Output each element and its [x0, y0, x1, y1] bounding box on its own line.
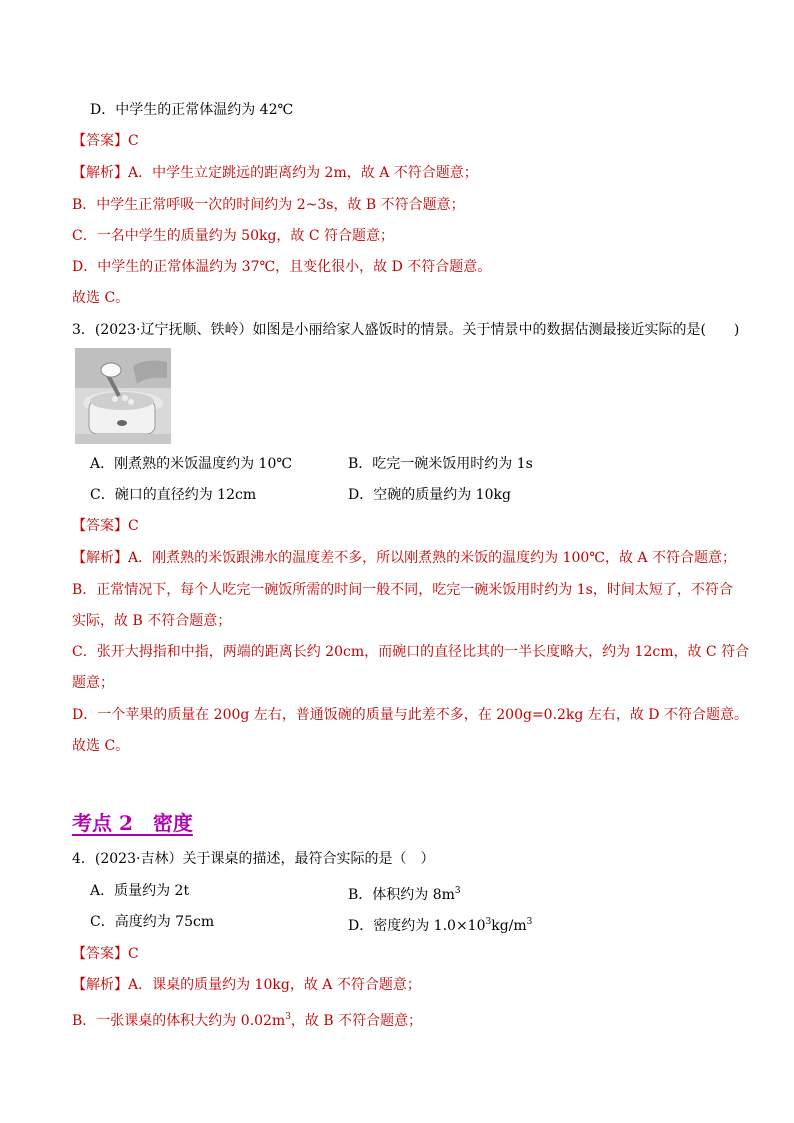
q3-analysis-line: 题意；	[72, 675, 114, 691]
q3-option-b: B．吃完一碗米饭用时约为 1s	[348, 456, 533, 472]
q3-analysis-line: B．正常情况下，每个人吃完一碗饭所需的时间一般不同，吃完一碗米饭用时约为 1s，时间太短了，不符合	[72, 582, 733, 598]
answer-label: 【答案】	[72, 946, 128, 962]
q3-option-a: A．刚煮熟的米饭温度约为 10℃	[90, 456, 293, 472]
q2-analysis-line: D．中学生的正常体温约为 37℃，且变化很小，故 D 不符合题意。	[72, 259, 492, 275]
q3-conclusion: 故选 C。	[72, 738, 130, 754]
q4-option-a: A．质量约为 2t	[90, 883, 190, 899]
answer-label: 【答案】	[72, 133, 128, 149]
q4-option-d: D．密度约为 $1.0\times 10^3kg/m^3$	[348, 917, 533, 934]
q4-analysis-line: 【解析】A．课桌的质量约为 10kg，故 A 不符合题意；	[72, 977, 421, 993]
answer-label: 【答案】	[72, 518, 128, 534]
q4-option-c: C．高度约为 75cm	[90, 914, 215, 930]
q3-analysis-line: 实际，故 B 不符合题意；	[72, 613, 232, 629]
q3-analysis-line: D．一个苹果的质量在 200g 左右，普通饭碗的质量与此差不多，在 200g=0.2kg 左右，故 D 不符合题意。	[72, 707, 748, 723]
answer-value: C	[128, 946, 139, 962]
q3-answer	[72, 516, 139, 536]
q4-stem: 4．(2023·吉林）关于课桌的描述，最符合实际的是（ ）	[72, 851, 435, 867]
q2-analysis-line: B．中学生正常呼吸一次的时间约为 2~3s，故 B 不符合题意；	[72, 197, 465, 213]
analysis-label: 【解析】	[72, 550, 128, 566]
q2-analysis-line: C．一名中学生的质量约为 50kg，故 C 符合题意；	[72, 228, 395, 244]
q4-option-b: B．体积约为 $8m^3$	[348, 886, 461, 903]
q3-analysis-line: 【解析】A．刚煮熟的米饭跟沸水的温度差不多，所以刚煮熟的米饭的温度约为 100℃，故 A 不符合题意；	[72, 550, 736, 566]
analysis-label: 【解析】	[72, 977, 128, 993]
q3-analysis-line: C．张开大拇指和中指，两端的距离长约 20cm，而碗口的直径比其的一半长度略大，约为 12cm，故 C 符合	[72, 644, 750, 660]
rice-serving-image	[75, 348, 171, 444]
section-heading: 考点 2 密度	[72, 811, 193, 835]
q3-option-c: C．碗口的直径约为 12cm	[90, 487, 257, 503]
q4-analysis-line: B．一张课桌的体积大约为 $0.02m^3$，故 B 不符合题意；	[72, 1012, 423, 1029]
q2-analysis-line: 【解析】A．中学生立定跳远的距离约为 2m，故 A 不符合题意；	[72, 165, 478, 181]
analysis-label: 【解析】	[72, 165, 128, 181]
q2-answer	[72, 131, 139, 151]
answer-value: C	[128, 518, 139, 534]
q3-option-d: D．空碗的质量约为 10kg	[348, 487, 511, 503]
q3-stem: 3．(2023·辽宁抚顺、铁岭）如图是小丽给家人盛饭时的情景。关于情景中的数据估测最接近实际的是( )	[72, 322, 740, 338]
answer-value: C	[128, 133, 139, 149]
q2-option-d: D．中学生的正常体温约为 42℃	[90, 102, 294, 118]
q2-conclusion: 故选 C。	[72, 290, 130, 306]
rice-cooker-photo	[75, 348, 171, 444]
q4-answer	[72, 944, 139, 964]
